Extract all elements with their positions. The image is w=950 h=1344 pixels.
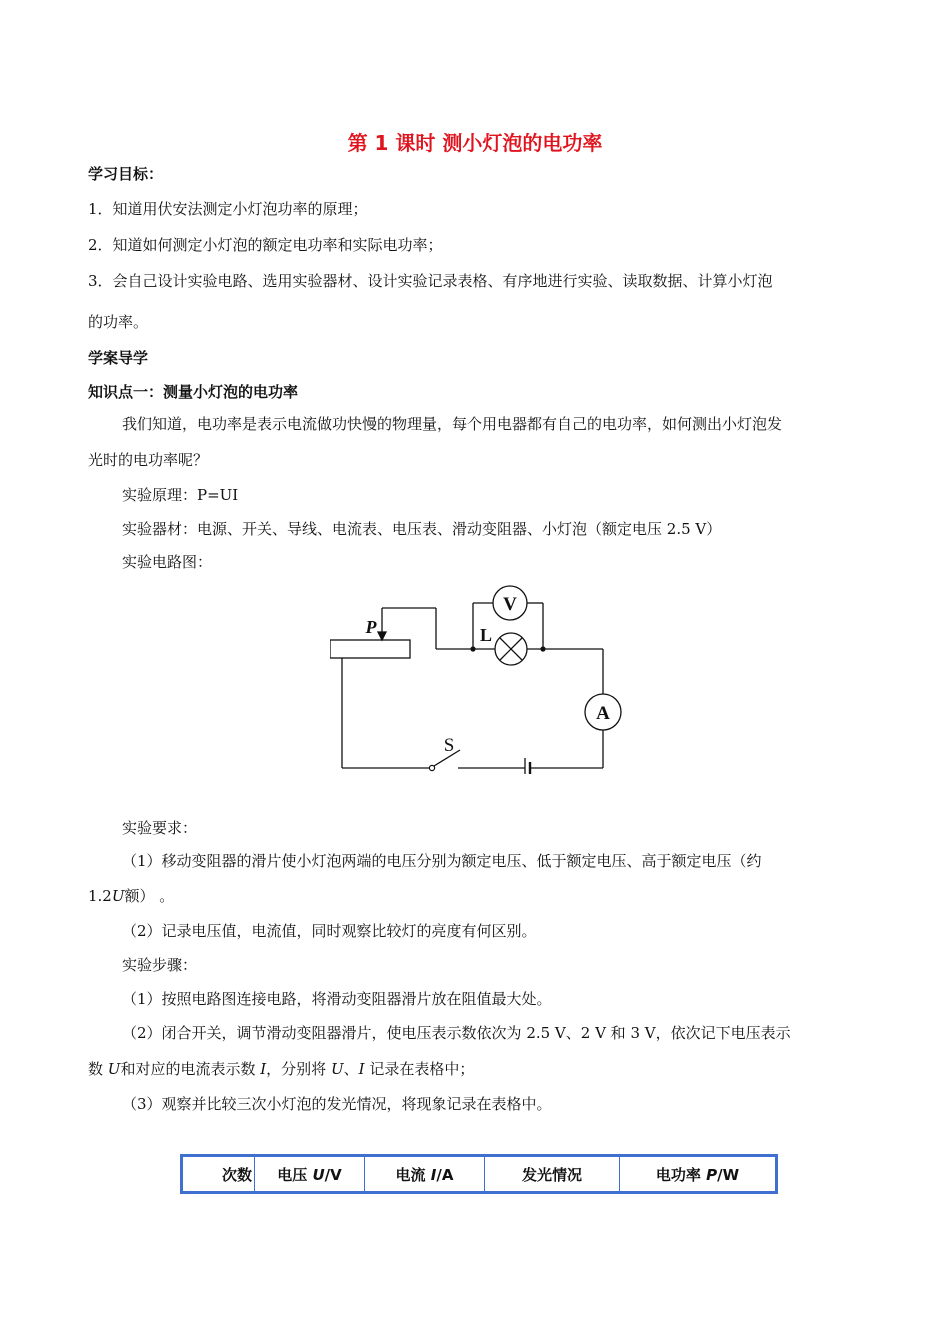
col-count: 次数 <box>221 1165 252 1184</box>
slider-arrow <box>378 632 386 640</box>
guide-heading: 学案导学 <box>88 349 149 367</box>
steps-heading: 实验步骤： <box>122 956 198 974</box>
page-title: 第 1 课时 测小灯泡的电功率 <box>347 131 603 155</box>
step-3: （3）观察并比较三次小灯泡的发光情况，将现象记录在表格中。 <box>122 1095 552 1113</box>
intro-line-1: 我们知道，电功率是表示电流做功快慢的物理量，每个用电器都有自己的电功率，如何测出小灯泡发 <box>122 415 783 433</box>
switch-label: S <box>443 735 455 756</box>
ammeter-label: A <box>596 703 610 724</box>
junction-dot-left <box>470 646 475 651</box>
col-brightness: 发光情况 <box>485 1156 620 1193</box>
col-current: 电流 I/A <box>365 1156 485 1193</box>
objective-2: 2．知道如何测定小灯泡的额定电功率和实际电功率； <box>88 236 443 254</box>
objectives-heading: 学习目标： <box>88 165 164 183</box>
diagram-label: 实验电路图： <box>122 553 213 571</box>
intro-line-2: 光时的电功率呢？ <box>88 451 209 469</box>
circuit-diagram <box>330 582 630 774</box>
switch-pivot <box>429 765 434 770</box>
step-2: （2）闭合开关，调节滑动变阻器滑片，使电压表示数依次为 2.5 V、2 V 和 3 V，依次记下电压表示 <box>122 1024 791 1042</box>
requirement-1-cont: 1.2U额） 。 <box>88 887 175 905</box>
requirement-2: （2）记录电压值，电流值，同时观察比较灯的亮度有何区别。 <box>122 922 537 940</box>
step-2-cont: 数 U和对应的电流表示数 I，分别将 U、I 记录在表格中； <box>88 1060 475 1078</box>
objective-1: 1．知道用伏安法测定小灯泡功率的原理； <box>88 200 368 218</box>
step-1: （1）按照电路图连接电路，将滑动变阻器滑片放在阻值最大处。 <box>122 990 552 1008</box>
data-table <box>180 1154 778 1194</box>
voltmeter-label: V <box>503 594 517 615</box>
requirements-heading: 实验要求： <box>122 819 198 837</box>
table-header-row <box>182 1156 777 1193</box>
equipment: 实验器材：电源、开关、导线、电流表、电压表、滑动变阻器、小灯泡（额定电压 2.5 V） <box>122 520 722 538</box>
principle: 实验原理：P=UI <box>122 486 239 504</box>
col-power: 电功率 P/W <box>620 1156 777 1193</box>
requirement-1: （1）移动变阻器的滑片使小灯泡两端的电压分别为额定电压、低于额定电压、高于额定电压（约 <box>122 852 762 870</box>
junction-dot-right <box>540 646 545 651</box>
rheostat <box>330 640 410 658</box>
slider-label: P <box>365 617 377 637</box>
lamp-label: L <box>479 625 493 645</box>
objective-3: 3．会自己设计实验电路、选用实验器材、设计实验记录表格、有序地进行实验、读取数据、计算小灯泡 <box>88 272 773 290</box>
objective-3-cont: 的功率。 <box>88 313 149 331</box>
col-voltage: 电压 U/V <box>255 1156 365 1193</box>
knowledge-point-heading: 知识点一：测量小灯泡的电功率 <box>88 383 299 401</box>
